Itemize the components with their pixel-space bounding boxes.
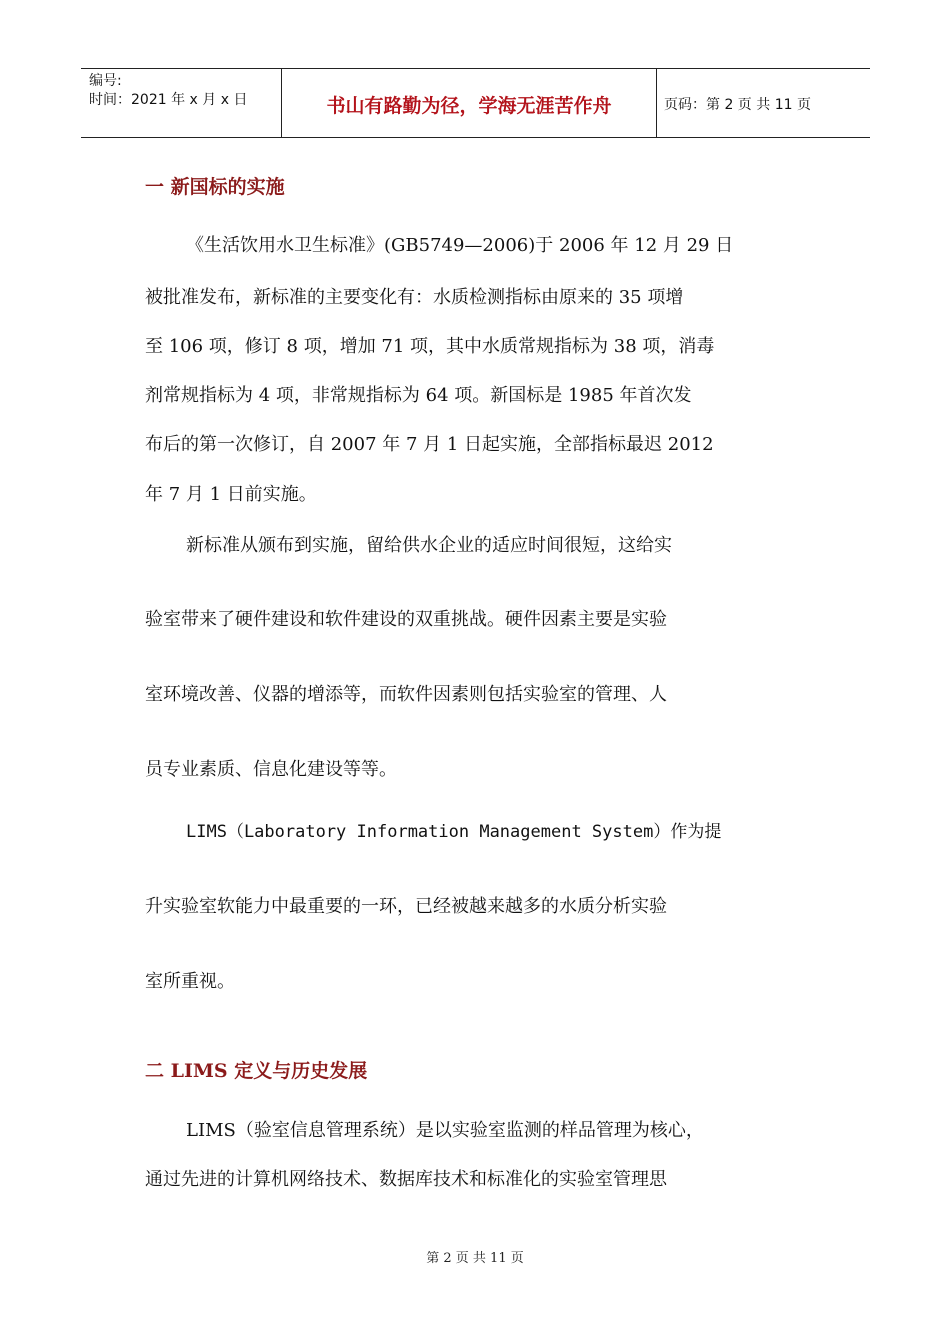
header-page-info: 页码：第 2 页 共 11 页 [664, 97, 811, 113]
page-header [81, 68, 870, 138]
paragraph-line: 室环境改善、仪器的增添等，而软件因素则包括实验室的管理、人 [145, 684, 667, 705]
header-motto: 书山有路勤为径，学海无涯苦作舟 [326, 95, 612, 117]
section-2-heading: 二 LIMS 定义与历史发展 [145, 1060, 368, 1082]
document-code-label: 编号: [89, 73, 122, 89]
header-page-cell [656, 69, 870, 137]
document-date-label: 时间：2021 年 x 月 x 日 [89, 92, 248, 108]
paragraph-line: LIMS（Laboratory Information Management System）作为提 [186, 822, 722, 842]
header-meta-cell [81, 69, 281, 137]
paragraph-line: 室所重视。 [145, 971, 235, 992]
paragraph-line: 被批准发布，新标准的主要变化有：水质检测指标由原来的 35 项增 [145, 287, 684, 308]
header-motto-cell [281, 69, 657, 137]
paragraph-line: 升实验室软能力中最重要的一环，已经被越来越多的水质分析实验 [145, 896, 667, 917]
paragraph-line: 布后的第一次修订，自 2007 年 7 月 1 日起实施，全部指标最迟 2012 [145, 434, 714, 455]
section-1-heading: 一 新国标的实施 [145, 176, 285, 198]
paragraph-line: 至 106 项，修订 8 项，增加 71 项，其中水质常规指标为 38 项，消毒 [145, 336, 715, 357]
paragraph-line: LIMS（验室信息管理系统）是以实验室监测的样品管理为核心， [186, 1120, 704, 1141]
paragraph-line: 新标准从颁布到实施，留给供水企业的适应时间很短，这给实 [186, 535, 672, 556]
paragraph-line: 《生活饮用水卫生标准》(GB5749—2006)于 2006 年 12 月 29 日 [186, 235, 734, 256]
paragraph-line: 年 7 月 1 日前实施。 [145, 484, 317, 505]
page-footer: 第 2 页 共 11 页 [426, 1251, 524, 1266]
paragraph-line: 员专业素质、信息化建设等等。 [145, 759, 397, 780]
paragraph-line: 验室带来了硬件建设和软件建设的双重挑战。硬件因素主要是实验 [145, 609, 667, 630]
paragraph-line: 通过先进的计算机网络技术、数据库技术和标准化的实验室管理思 [145, 1169, 667, 1190]
paragraph-line: 剂常规指标为 4 项，非常规指标为 64 项。新国标是 1985 年首次发 [145, 385, 692, 406]
